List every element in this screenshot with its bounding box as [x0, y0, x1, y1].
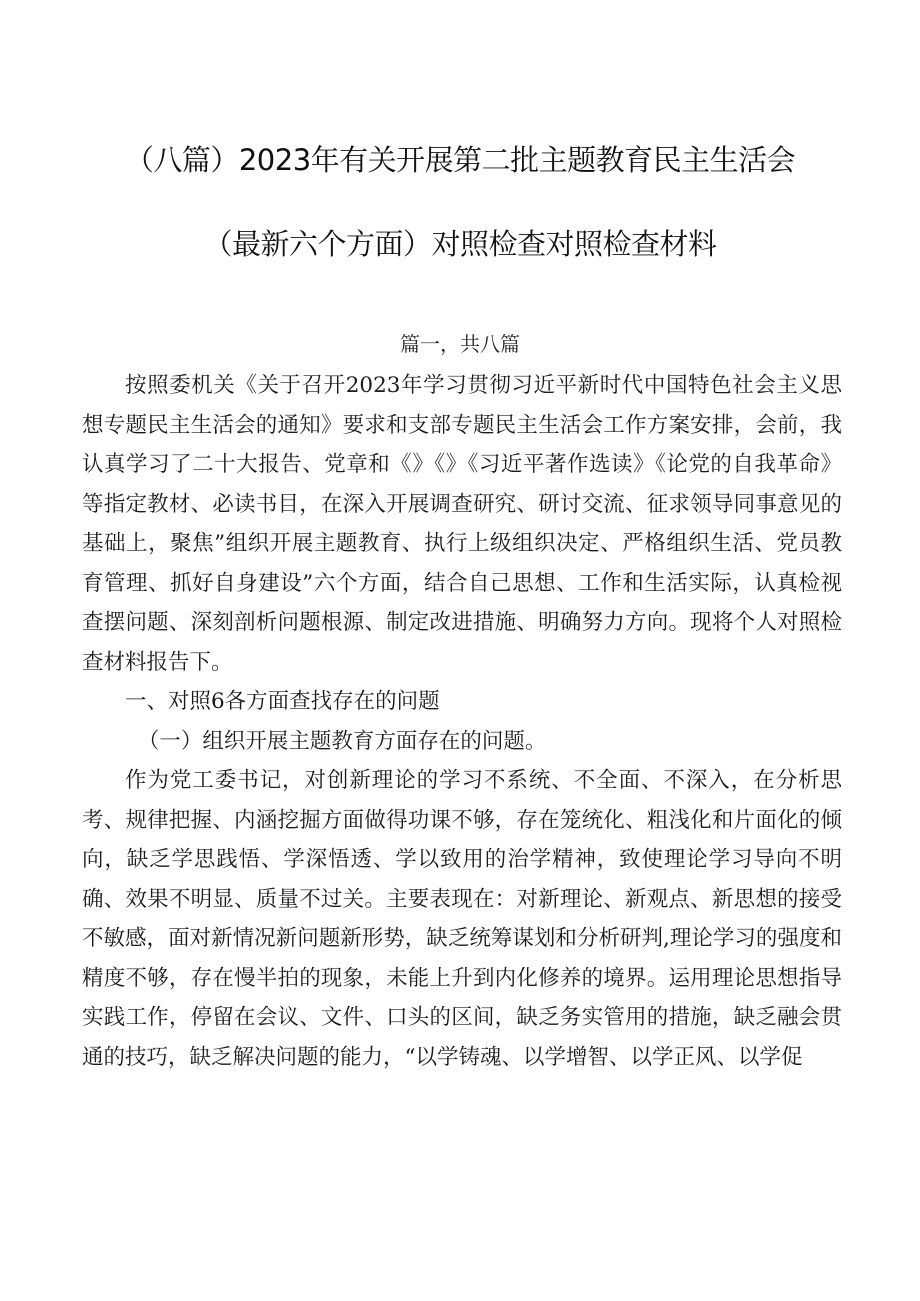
document-title-line-1: （八篇）2023年有关开展第二批主题教育民主生活会	[124, 143, 796, 177]
intro-paragraph: 按照委机关《关于召开2023年学习贯彻习近平新时代中国特色社会主义思想专题民主生活会的通知》要求和支部专题民主生活会工作方案安排，会前，我认真学习了二十大报告、党章和《》《》《习近平著作选读》《论党的自我革命》等指定教材、必读书目，在深入开展调查研究、研讨交流、征求领导同事意见的基础上，聚焦”组织开展主题教育、执行上级组织决定、严格组织生活、党员教育管理、抓好自身建设”六个方面，结合自己思想、工作和生活实际，认真检视查摆问题、深刻剖析问题根源、制定改进措施、明确努力方向。现将个人对照检查材料报告下。	[82, 373, 842, 675]
section-heading: 一、对照6各方面查找存在的问题	[125, 689, 440, 714]
body-paragraph: 作为党工委书记，对创新理论的学习不系统、不全面、不深入，在分析思考、规律把握、内涵挖掘方面做得功课不够，存在笼统化、粗浅化和片面化的倾向，缺乏学思践悟、学深悟透、学以致用的治学精神，致使理论学习导向不明确、效果不明显、质量不过关。主要表现在：对新理论、新观点、新思想的接受不敏感，面对新情况新问题新形势，缺乏统筹谋划和分析研判,理论学习的强度和精度不够，存在慢半拍的现象，未能上升到内化修养的境界。运用理论思想指导实践工作，停留在会议、文件、口头的区间，缺乏务实管用的措施，缺乏融会贯通的技巧，缺乏解决问题的能力，“以学铸魂、以学增智、以学正风、以学促	[82, 768, 842, 1070]
document-title-line-2: （最新六个方面）对照检查对照检查材料	[203, 227, 717, 261]
document-subtitle: 篇一，共八篇	[400, 332, 520, 356]
document-body	[82, 366, 842, 1077]
subsection-heading: （一）组织开展主题教育方面存在的问题。	[137, 728, 547, 754]
